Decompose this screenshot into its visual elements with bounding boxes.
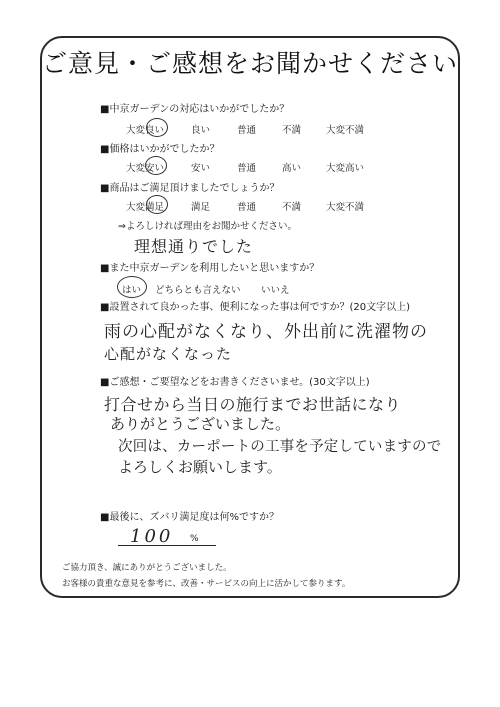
option-product-dissatisfied[interactable]: 不満 [282,202,302,213]
satisfaction-value[interactable]: 100 [130,526,174,547]
option-service-average[interactable]: 普通 [237,125,257,136]
question-feedback: ■ご感想・ご要望などをお書きくださいませ。(30文字以上) [100,377,370,388]
selected-answer-circle [145,156,167,175]
option-reuse-yes[interactable]: はい [122,285,142,296]
option-service-very-good[interactable]: 大変良い [126,125,165,136]
option-product-very-dissatisfied[interactable]: 大変不満 [326,202,365,213]
selected-answer-circle [117,276,147,298]
selected-answer-circle [146,195,168,214]
option-price-cheap[interactable]: 安い [191,163,211,174]
option-product-average[interactable]: 普通 [237,202,257,213]
handwritten-feedback-line-2[interactable]: ありがとうございました。 [110,415,291,433]
question-price: ■価格はいかがでしたか？ [100,144,220,155]
option-service-very-dissatisfied[interactable]: 大変不満 [326,125,365,136]
question-service: ■中京ガーデンの対応はいかがでしたか？ [100,104,290,115]
handwritten-benefits-line-2[interactable]: 心配がなくなった [104,345,233,363]
option-product-very-satisfied[interactable]: 大変満足 [126,202,165,213]
satisfaction-underline [118,545,216,546]
handwritten-reason[interactable]: 理想通りでした [134,237,254,256]
question-satisfaction: ■最後に、ズバリ満足度は何%ですか？ [100,512,279,523]
handwritten-feedback-line-4[interactable]: よろしくお願いします。 [118,458,282,476]
option-reuse-neutral[interactable]: どちらとも言えない [155,285,241,296]
option-reuse-no[interactable]: いいえ [261,285,290,296]
reason-prompt: ⇒よろしければ理由をお聞かせください。 [118,221,297,232]
selected-answer-circle [146,118,168,137]
option-service-dissatisfied[interactable]: 不満 [282,125,302,136]
survey-title: ご意見・ご感想をお聞かせください [41,49,458,78]
option-product-satisfied[interactable]: 満足 [191,202,211,213]
handwritten-feedback-line-1[interactable]: 打合せから当日の施行までお世話になり [104,395,402,414]
handwritten-feedback-line-3[interactable]: 次回は、カーポートの工事を予定していますので [118,439,442,455]
question-product: ■商品はご満足頂けましたでしょうか？ [100,183,280,194]
option-price-expensive[interactable]: 高い [282,163,302,174]
handwritten-benefits-line-1[interactable]: 雨の心配がなくなり、外出前に洗濯物の [104,322,428,342]
question-benefits: ■設置されて良かった事、便利になった事は何ですか？(20文字以上) [100,302,410,313]
option-service-good[interactable]: 良い [191,125,211,136]
question-reuse: ■また中京ガーデンを利用したいと思いますか？ [100,263,320,274]
option-price-very-expensive[interactable]: 大変高い [326,163,365,174]
footer-message: お客様の貴重な意見を参考に、改善・サービスの向上に活かして参ります。 [62,579,351,589]
option-price-average[interactable]: 普通 [237,163,257,174]
footer-thanks: ご協力頂き、誠にありがとうございました。 [62,563,232,573]
satisfaction-unit: % [190,534,199,544]
option-price-very-cheap[interactable]: 大変安い [126,163,165,174]
